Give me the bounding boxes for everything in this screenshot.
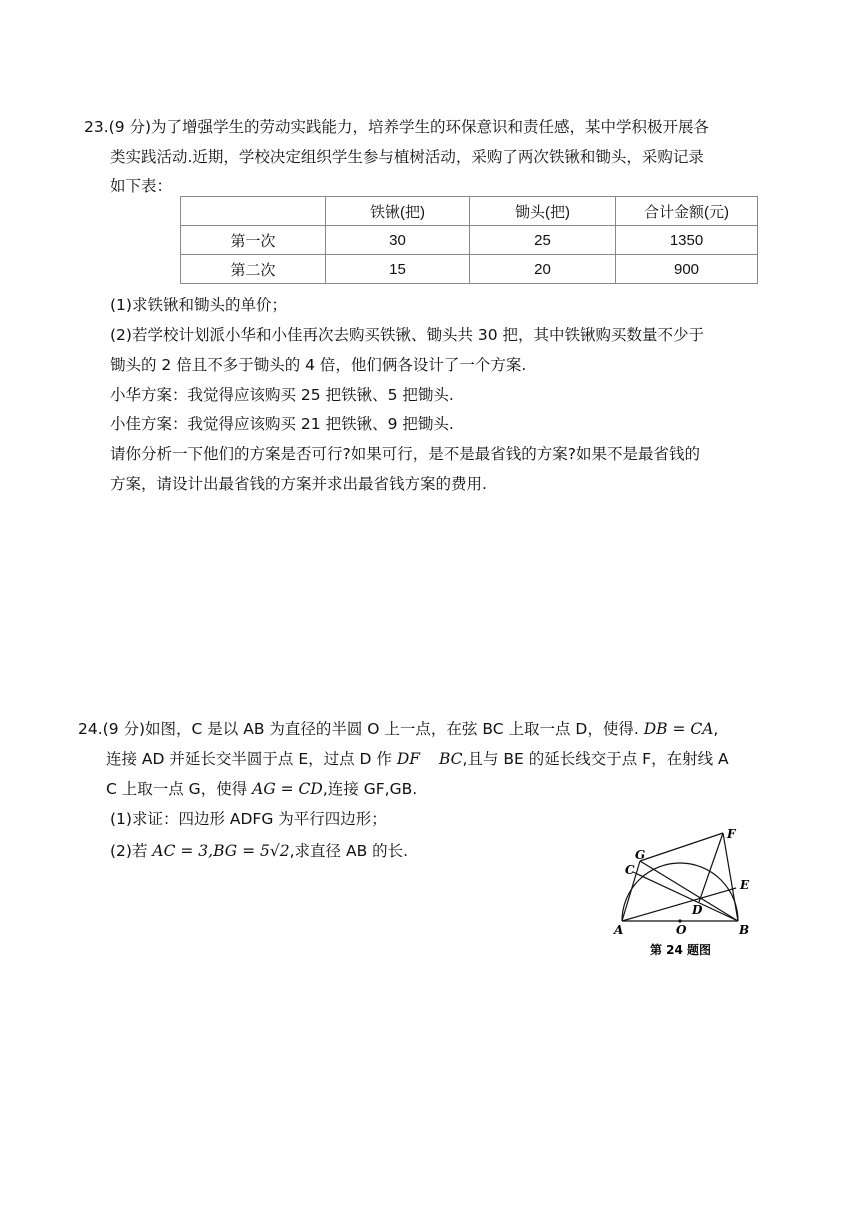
q23-question-line-2: 方案，请设计出最省钱的方案并求出最省钱方案的费用. <box>110 475 487 493</box>
table-cell: 1350 <box>616 226 758 255</box>
table-cell: 25 <box>470 226 616 255</box>
q23-line-3: 如下表： <box>110 177 173 195</box>
q24-line-3 <box>106 779 417 799</box>
q24-eq-bg: ,BG = 5√2 <box>208 842 290 860</box>
q23-part-2-line-2: 锄头的 2 倍且不多于锄头的 4 倍，他们俩各设计了一个方案. <box>110 356 527 374</box>
table-cell: 15 <box>326 255 470 284</box>
q24-line-2 <box>106 749 729 769</box>
purchase-record-table <box>180 196 758 284</box>
table-header-cell <box>181 197 326 226</box>
label-f: F <box>727 827 736 841</box>
q24-eq-ac: AC = 3 <box>152 842 209 860</box>
q24-figure <box>612 826 758 960</box>
q24-eq-ag-cd: AG = CD <box>252 780 323 798</box>
table-cell: 第一次 <box>181 226 326 255</box>
q24-part-2 <box>110 841 408 861</box>
table-cell: 900 <box>616 255 758 284</box>
q23-part-2-line-1: (2)若学校计划派小华和小佳再次去购买铁锹、锄头共 30 把，其中铁锹购买数量不少于 <box>110 326 705 344</box>
table-row <box>181 226 758 255</box>
table-row <box>181 255 758 284</box>
label-c: C <box>625 863 635 877</box>
semicircle-diagram <box>612 826 758 960</box>
table-cell: 20 <box>470 255 616 284</box>
q24-seg-bc: BC <box>438 750 463 768</box>
q24-line-2-text: 连接 AD 并延长交半圆于点 E，过点 D 作 <box>106 750 392 768</box>
label-g: G <box>635 848 646 862</box>
q24-part-1: (1)求证：四边形 ADFG 为平行四边形； <box>110 810 387 828</box>
q23-plan-xiaohua: 小华方案：我觉得应该购买 25 把铁锹、5 把锄头. <box>110 386 454 404</box>
q23-part-1: (1)求铁锹和锄头的单价； <box>110 296 287 314</box>
label-e: E <box>740 878 750 892</box>
segment-gf <box>640 833 723 861</box>
q24-line-3-text: C 上取一点 G，使得 <box>106 780 248 798</box>
table-header-cell: 铁锹(把) <box>326 197 470 226</box>
table-header-row <box>181 197 758 226</box>
figure-caption: 第 24 题图 <box>650 943 712 957</box>
q23-line-1: 23.(9 分)为了增强学生的劳动实践能力，培养学生的环保意识和责任感，某中学积极开展各 <box>84 118 710 136</box>
table-cell: 30 <box>326 226 470 255</box>
label-a: A <box>614 923 624 937</box>
q24-eq-db-ca: DB = CA <box>643 720 714 738</box>
table-header-cell: 合计金额(元) <box>616 197 758 226</box>
label-o: O <box>676 923 687 937</box>
table-cell: 第二次 <box>181 255 326 284</box>
q24-line-3-end: ,连接 GF,GB. <box>322 780 418 798</box>
table-header-cell: 锄头(把) <box>470 197 616 226</box>
q24-line-1-text: 24.(9 分)如图，C 是以 AB 为直径的半圆 O 上一点，在弦 BC 上取一点 D，使得. <box>78 720 639 738</box>
q24-line-2-end: ,且与 BE 的延长线交于点 F，在射线 A <box>462 750 729 768</box>
q23-question-line-1: 请你分析一下他们的方案是否可行?如果可行，是不是最省钱的方案?如果不是最省钱的 <box>110 445 700 463</box>
label-d: D <box>692 903 703 917</box>
q23-line-2: 类实践活动.近期，学校决定组织学生参与植树活动，采购了两次铁锹和锄头，采购记录 <box>110 148 704 166</box>
q23-plan-xiaojia: 小佳方案：我觉得应该购买 21 把铁锹、9 把锄头. <box>110 415 454 433</box>
segment-fb <box>723 833 738 921</box>
q24-part-2-text: (2)若 <box>110 842 148 860</box>
label-b: B <box>739 923 750 937</box>
q24-line-1-end: , <box>713 720 719 738</box>
q24-seg-df: DF <box>396 750 421 768</box>
q24-part-2-end: ,求直径 AB 的长. <box>289 842 409 860</box>
q24-line-1 <box>78 719 718 739</box>
